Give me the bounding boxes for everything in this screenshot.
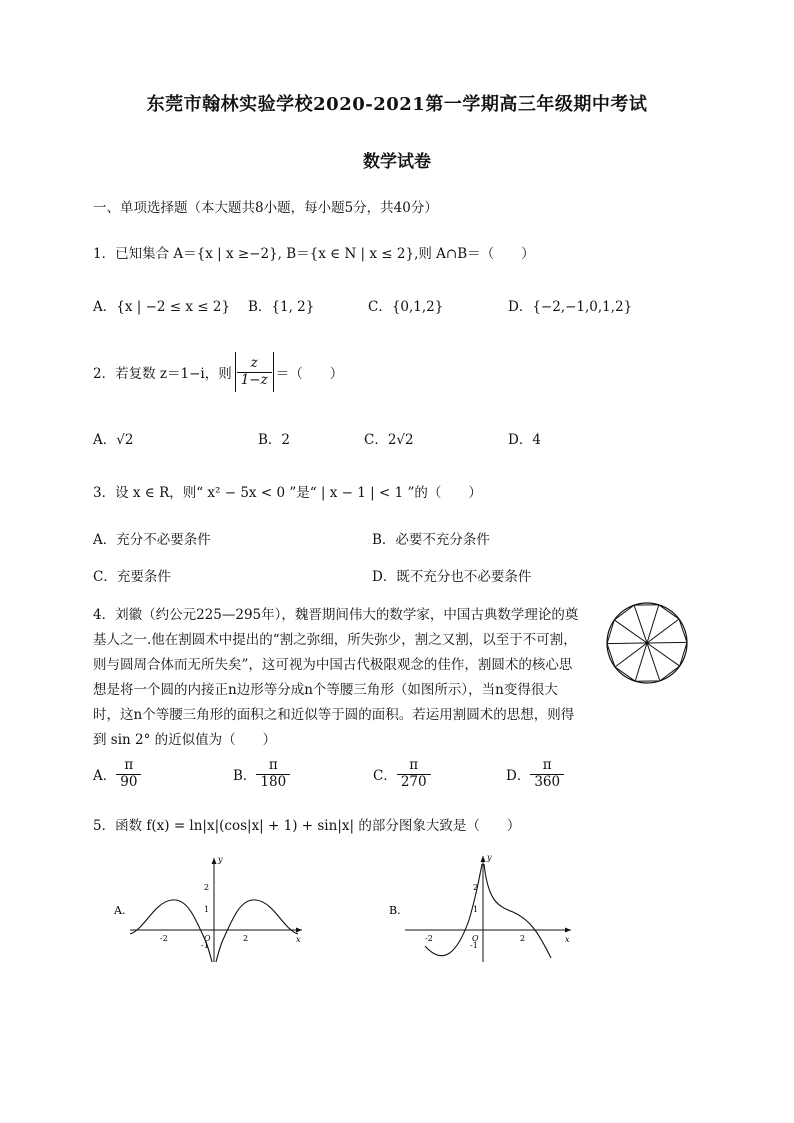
q4-option-a [93, 758, 141, 790]
polygon-spoke [607, 643, 647, 644]
q4-option-a-frac [116, 758, 141, 790]
graph-a-ytick-neg1: -1 [201, 941, 209, 950]
graph-a-ytick-1: 1 [204, 905, 210, 914]
q4-c-num: π [397, 758, 431, 775]
graph-b-xtick-neg2: -2 [425, 934, 433, 943]
graph-b-ytick-2: 2 [473, 883, 479, 892]
abs-bar-right [273, 352, 274, 392]
q3-option-c: C．充要条件 [93, 569, 171, 585]
q4-option-a-label: A． [93, 768, 117, 785]
q3-option-d: D．既不充分也不必要条件 [372, 569, 532, 585]
q4-d-num: π [530, 758, 564, 775]
page-title: 东莞市翰林实验学校2020-2021第一学期高三年级期中考试 [146, 94, 648, 115]
graph-a-x-label: x [296, 935, 301, 944]
polygon-spoke [647, 605, 659, 643]
q2-prefix: 2．若复数 z＝1−i，则 [93, 366, 232, 382]
q4-a-den: 90 [120, 773, 138, 790]
q2-suffix: ＝（ ） [275, 366, 344, 382]
q2-frac-den: 1−z [240, 371, 268, 388]
q2-frac-num: z [237, 356, 272, 373]
inscribed-polygon-figure [604, 600, 690, 686]
page-subtitle: 数学试卷 [363, 152, 431, 172]
q4-line-6: 到 sin 2° 的近似值为（ ） [93, 732, 277, 748]
graph-a-xtick-2: 2 [243, 934, 249, 943]
graph-b-curve-right [484, 864, 551, 958]
abs-bar-left [235, 352, 236, 392]
q1-option-b: B．{1, 2} [248, 299, 315, 315]
q2-option-c: C．2√2 [364, 432, 414, 448]
graph-b [385, 850, 585, 970]
polygon-spoke [647, 643, 660, 681]
graph-b-xtick-2: 2 [520, 934, 526, 943]
graph-a-x-arrow [296, 928, 302, 933]
q4-option-d-frac [530, 758, 564, 790]
q4-c-den: 270 [400, 773, 427, 790]
q4-line-1: 4．刘徽（约公元225—295年），魏晋期间伟大的数学家，中国古典数学理论的奠 [93, 607, 579, 623]
graph-a-y-label: y [218, 855, 223, 864]
graph-b-y-label: y [487, 853, 492, 862]
polygon-lines [607, 605, 687, 681]
question-1-stem: 1．已知集合 A＝{x | x ≥−2}, B＝{x ∈ N | x ≤ 2},则 A∩B＝（ ） [93, 246, 535, 262]
polygon-spoke [614, 620, 647, 643]
q1-option-c: C．{0,1,2} [368, 299, 444, 315]
graph-b-x-label: x [565, 935, 570, 944]
q3-option-b: B．必要不充分条件 [372, 532, 490, 548]
q4-option-b-label: B． [233, 768, 257, 785]
q1-option-d: D．{−2,−1,0,1,2} [508, 299, 633, 315]
q4-option-c [373, 758, 431, 790]
section-heading: 一、单项选择题（本大题共8小题，每小题5分，共40分） [93, 200, 438, 216]
graph-a-ytick-2: 2 [204, 883, 210, 892]
polygon-spoke [634, 605, 647, 643]
q2-option-a: A．√2 [93, 432, 134, 448]
graph-b-ytick-neg1: -1 [470, 941, 478, 950]
graph-a [110, 850, 310, 970]
graph-b-origin: O [472, 934, 479, 943]
question-3-stem: 3．设 x ∈ R，则“ x² − 5x < 0 ”是“ | x − 1 | < 1 ”的（ ） [93, 485, 482, 501]
q4-d-den: 360 [534, 773, 561, 790]
graph-a-origin: O [204, 934, 211, 943]
q4-line-5: 时，这n个等腰三角形的面积之和近似等于圆的面积。若运用割圆术的思想，则得 [93, 707, 575, 723]
graph-a-y-arrow [212, 858, 217, 864]
graph-b-x-arrow [565, 928, 571, 933]
graph-b-label: B. [389, 904, 401, 917]
q4-option-c-frac [397, 758, 431, 790]
polygon-spoke [635, 643, 647, 681]
graph-b-y-arrow [481, 856, 486, 862]
graph-b-ytick-1: 1 [473, 905, 479, 914]
q4-line-2: 基人之一.他在割圆术中提出的“割之弥细，所失弥少，割之又割，以至于不可割， [93, 632, 577, 648]
polygon-spoke [647, 619, 679, 643]
q4-option-c-label: C． [373, 768, 397, 785]
polygon-spoke [615, 643, 647, 667]
q4-line-4: 想是将一个圆的内接正n边形等分成n个等腰三角形（如图所示），当n变得很大 [93, 682, 558, 698]
q4-a-num: π [116, 758, 141, 775]
polygon-spoke [647, 643, 680, 666]
q4-option-b-frac [256, 758, 290, 790]
q4-b-den: 180 [260, 773, 287, 790]
q4-option-d [506, 758, 564, 790]
q3-option-a: A．充分不必要条件 [93, 532, 211, 548]
question-2-stem [93, 350, 343, 394]
graph-a-curve-right [216, 900, 298, 962]
q4-option-d-label: D． [506, 768, 531, 785]
q2-option-d: D．4 [508, 432, 541, 448]
graph-a-curve-left [130, 900, 212, 962]
q2-fraction [237, 356, 272, 388]
q2-option-b: B．2 [258, 432, 291, 448]
graph-a-xtick-neg2: -2 [160, 934, 168, 943]
q4-b-num: π [256, 758, 290, 775]
polygon-spoke [647, 642, 687, 643]
question-5-stem: 5．函数 f(x) = ln|x|(cos|x| + 1) + sin|x| 的部分图象大致是（ ） [93, 818, 521, 834]
graph-a-label: A. [114, 904, 126, 917]
q4-line-3: 则与圆周合体而无所失矣”，这可视为中国古代极限观念的佳作，割圆术的核心思 [93, 657, 573, 673]
q1-option-a: A．{x | −2 ≤ x ≤ 2} [93, 299, 231, 315]
q4-option-b [233, 758, 290, 790]
